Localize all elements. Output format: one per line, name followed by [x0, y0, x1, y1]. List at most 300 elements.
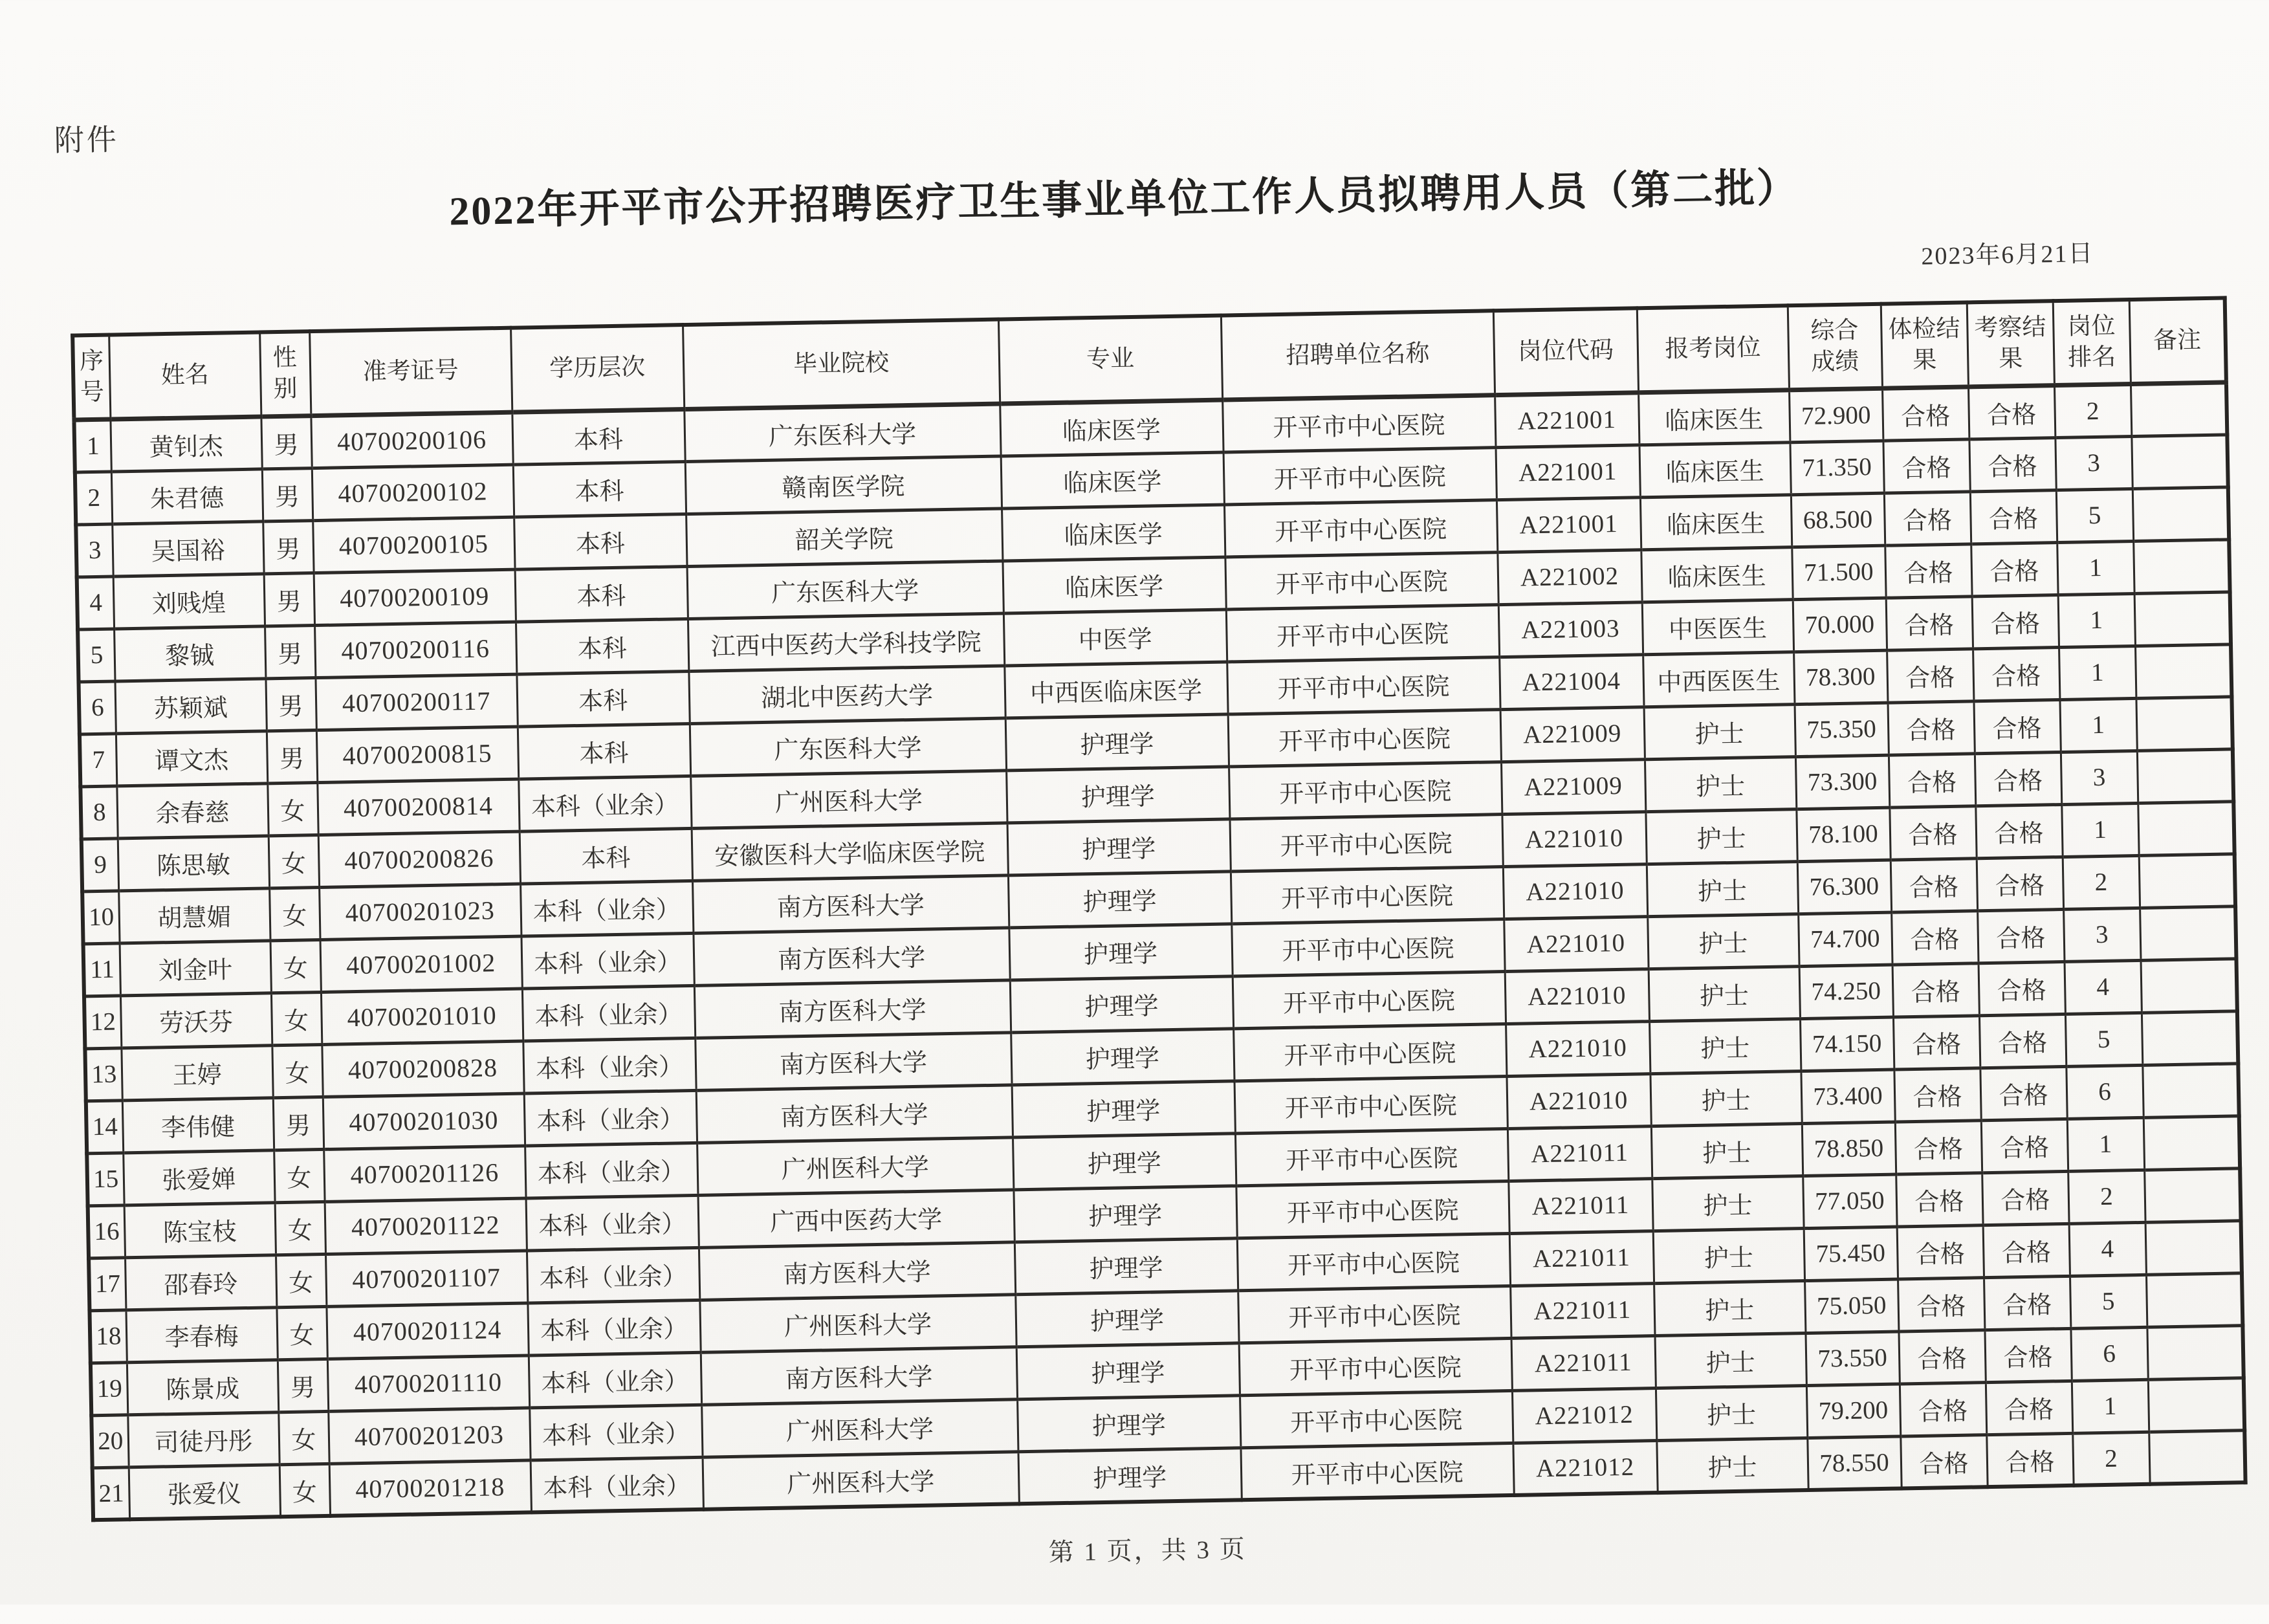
- table-cell: 13: [85, 1048, 122, 1101]
- table-cell: 71.350: [1790, 441, 1883, 495]
- table-cell: 护士: [1654, 1280, 1805, 1335]
- table-cell: 5: [2065, 1013, 2142, 1066]
- table-cell: 合格: [1972, 595, 2059, 648]
- table-cell: 40700201110: [327, 1355, 529, 1410]
- table-cell: 本科（业余）: [525, 1143, 697, 1198]
- table-cell: 本科（业余）: [518, 776, 691, 831]
- table-cell: 合格: [1892, 963, 1979, 1016]
- table-cell: 女: [269, 835, 319, 888]
- table-cell: 2: [2054, 384, 2131, 437]
- table-cell: 合格: [1883, 439, 1969, 492]
- table-cell: 张爱仪: [129, 1464, 280, 1519]
- table-cell: 合格: [1891, 858, 1977, 912]
- table-cell: 合格: [1893, 1015, 1980, 1069]
- header-cell: 招聘单位名称: [1221, 311, 1495, 399]
- table-cell: 开平市中心医院: [1231, 919, 1504, 976]
- table-cell: 女: [272, 1044, 322, 1097]
- table-cell: 74.700: [1798, 912, 1892, 967]
- table-cell: 合格: [1975, 752, 2061, 806]
- table-cell: 本科: [520, 828, 692, 884]
- table-cell: A221004: [1499, 654, 1643, 709]
- table-cell: 吴国裕: [112, 521, 263, 576]
- table-cell: 广州医科大学: [697, 1137, 1013, 1195]
- table-cell: 75.450: [1804, 1227, 1898, 1281]
- table-cell: 广东医科大学: [690, 718, 1006, 776]
- table-cell: 男: [265, 677, 316, 730]
- table-cell: 合格: [1973, 699, 2060, 753]
- table-cell: 78.850: [1802, 1122, 1896, 1176]
- table-cell: 40700200826: [318, 831, 520, 887]
- table-cell: 南方医科大学: [696, 1084, 1013, 1143]
- table-cell: A221001: [1495, 392, 1639, 447]
- table-cell: 68.500: [1791, 493, 1885, 547]
- table-cell: 南方医科大学: [692, 875, 1009, 933]
- table-cell: 本科（业余）: [521, 933, 694, 989]
- table-cell: [2131, 382, 2227, 436]
- table-cell: 劳沃芬: [120, 993, 272, 1048]
- table-cell: [2142, 1063, 2239, 1117]
- table-cell: A221009: [1500, 707, 1645, 762]
- table-cell: 朱君德: [111, 468, 263, 523]
- table-cell: 江西中医药大学科技学院: [688, 613, 1004, 671]
- table-cell: 本科（业余）: [523, 1038, 696, 1093]
- header-cell: 岗位代码: [1493, 308, 1638, 395]
- table-cell: 本科（业余）: [522, 985, 695, 1041]
- table-cell: 广州医科大学: [699, 1294, 1016, 1352]
- table-cell: 40700200102: [312, 465, 514, 520]
- table-cell: 78.100: [1796, 807, 1890, 862]
- table-cell: 护理学: [1010, 976, 1233, 1032]
- table-cell: 合格: [1977, 857, 2063, 910]
- table-cell: [2138, 801, 2234, 855]
- table-cell: 6: [78, 681, 115, 734]
- table-cell: 76.300: [1797, 860, 1891, 914]
- table-cell: 3: [2063, 908, 2140, 961]
- header-cell: 综合 成绩: [1788, 304, 1882, 390]
- table-cell: [2136, 696, 2232, 751]
- table-cell: 女: [267, 782, 318, 835]
- table-cell: 女: [275, 1202, 325, 1255]
- table-cell: 临床医生: [1638, 390, 1790, 444]
- table-cell: 2: [2068, 1170, 2145, 1223]
- table-cell: 合格: [1894, 1068, 1980, 1121]
- table-cell: 开平市中心医院: [1224, 499, 1497, 556]
- table-cell: 陈宝枝: [124, 1202, 276, 1257]
- table-cell: 40700200815: [316, 727, 518, 782]
- table-cell: 护士: [1651, 1123, 1803, 1178]
- table-cell: 本科: [516, 671, 689, 727]
- table-cell: 开平市中心医院: [1233, 1024, 1506, 1081]
- table-cell: 护理学: [1006, 766, 1229, 822]
- table-cell: 合格: [1981, 1119, 2068, 1172]
- header-cell: 学历层次: [510, 325, 684, 412]
- table-cell: A221012: [1513, 1440, 1657, 1495]
- table-cell: 女: [278, 1411, 329, 1464]
- table-cell: 护士: [1652, 1176, 1803, 1231]
- table-cell: 护士: [1656, 1385, 1807, 1440]
- table-cell: 护士: [1656, 1438, 1808, 1493]
- table-cell: 本科（业余）: [527, 1300, 700, 1355]
- table-cell: 73.550: [1805, 1332, 1899, 1386]
- table-cell: [2135, 644, 2231, 698]
- table-cell: 护理学: [1008, 871, 1231, 927]
- table-cell: [2147, 1325, 2243, 1379]
- table-cell: 合格: [1979, 1014, 2066, 1068]
- table-cell: 本科（业余）: [526, 1195, 699, 1251]
- header-cell: 性 别: [259, 331, 311, 416]
- table-cell: 护理学: [1014, 1238, 1238, 1294]
- table-cell: 护士: [1647, 914, 1799, 969]
- table-cell: 护理学: [1012, 1081, 1235, 1137]
- table-cell: [2132, 487, 2229, 541]
- table-cell: 开平市中心医院: [1231, 866, 1504, 923]
- table-cell: 开平市中心医院: [1228, 709, 1501, 766]
- table-cell: 2: [2063, 855, 2140, 909]
- table-cell: 男: [262, 468, 312, 521]
- table-cell: 护理学: [1013, 1185, 1236, 1242]
- table-cell: [2134, 591, 2231, 646]
- table-cell: 中医学: [1003, 609, 1227, 665]
- table-cell: 11: [83, 943, 120, 996]
- table-cell: 合格: [1980, 1066, 2066, 1120]
- table-cell: 合格: [1896, 1172, 1982, 1226]
- table-cell: 男: [265, 625, 315, 678]
- table-cell: A221011: [1511, 1335, 1656, 1390]
- table-cell: 40700201030: [323, 1093, 525, 1149]
- table-cell: 安徽医科大学临床医学院: [692, 822, 1008, 881]
- table-cell: 本科: [518, 723, 690, 779]
- table-cell: 开平市中心医院: [1236, 1181, 1509, 1238]
- table-cell: 79.200: [1806, 1384, 1900, 1438]
- table-cell: 陈景成: [127, 1359, 278, 1414]
- table-cell: [2148, 1377, 2244, 1432]
- table-cell: 中西医医生: [1643, 652, 1794, 707]
- table-cell: 中医医生: [1642, 599, 1793, 654]
- table-cell: 护士: [1649, 966, 1800, 1021]
- table-cell: 74.150: [1800, 1017, 1894, 1071]
- table-cell: 本科: [515, 566, 688, 622]
- table-cell: 40700201126: [323, 1146, 525, 1202]
- table-cell: [2140, 906, 2236, 960]
- table-cell: 广州医科大学: [701, 1399, 1018, 1457]
- table-cell: 开平市中心医院: [1229, 814, 1502, 871]
- table-cell: [2142, 1011, 2238, 1065]
- table-cell: 临床医学: [1000, 400, 1223, 456]
- table-cell: [2140, 958, 2237, 1013]
- table-cell: 合格: [1898, 1330, 1985, 1383]
- table-cell: 本科（业余）: [520, 881, 693, 936]
- table-cell: A221010: [1503, 864, 1647, 919]
- table-cell: 74.250: [1799, 965, 1893, 1019]
- table-cell: 78.300: [1793, 650, 1887, 705]
- table-cell: 女: [276, 1254, 326, 1307]
- table-cell: 女: [276, 1306, 327, 1359]
- table-cell: 广东医科大学: [684, 404, 1000, 462]
- table-cell: 谭文杰: [116, 730, 267, 785]
- table-cell: 40700200828: [322, 1041, 523, 1097]
- table-cell: 合格: [1977, 909, 2064, 963]
- table-cell: 男: [267, 730, 317, 783]
- table-cell: 合格: [1975, 804, 2062, 858]
- table-cell: [2137, 749, 2233, 803]
- table-cell: 合格: [1970, 490, 2057, 543]
- table-cell: 护理学: [1011, 1028, 1234, 1084]
- table-cell: 女: [271, 992, 322, 1045]
- table-cell: 本科（业余）: [531, 1457, 703, 1513]
- header-cell: 准考证号: [309, 328, 512, 415]
- table-cell: 护理学: [1007, 818, 1231, 875]
- table-cell: 40700201122: [325, 1198, 527, 1254]
- table-cell: 邵春玲: [125, 1255, 276, 1310]
- table-cell: 广州医科大学: [690, 770, 1007, 828]
- table-cell: [2146, 1273, 2242, 1327]
- table-cell: 40700201218: [329, 1460, 531, 1515]
- header-cell: 岗位 排名: [2053, 300, 2131, 385]
- table-cell: 40700201203: [328, 1407, 530, 1463]
- table-cell: 12: [84, 995, 121, 1048]
- table-cell: 19: [91, 1362, 127, 1415]
- table-cell: 40700200117: [315, 674, 517, 730]
- table-cell: 韶关学院: [686, 509, 1002, 567]
- table-cell: 73.300: [1795, 755, 1889, 809]
- table-cell: 临床医学: [1002, 557, 1225, 613]
- table-cell: 护理学: [1015, 1290, 1238, 1346]
- table-cell: A221011: [1510, 1283, 1654, 1338]
- table-cell: [2149, 1430, 2245, 1484]
- table-cell: 5: [2070, 1275, 2147, 1328]
- table-cell: 合格: [1887, 648, 1973, 702]
- table-cell: 开平市中心医院: [1222, 395, 1495, 452]
- table-cell: 合格: [1900, 1382, 1986, 1436]
- table-cell: 合格: [1889, 753, 1975, 807]
- table-cell: 赣南医学院: [685, 456, 1002, 514]
- table-cell: 1: [2057, 541, 2134, 595]
- table-cell: 开平市中心医院: [1226, 604, 1499, 661]
- table-cell: 40700201023: [319, 884, 521, 939]
- table-cell: 临床医生: [1641, 547, 1792, 602]
- table-cell: 4: [2069, 1222, 2146, 1276]
- table-cell: 6: [2070, 1327, 2147, 1381]
- table-cell: 1: [2061, 803, 2138, 857]
- table-cell: [2145, 1220, 2242, 1275]
- table-cell: 开平市中心医院: [1233, 971, 1506, 1028]
- table-cell: 护理学: [1005, 714, 1229, 770]
- table-cell: 张爱婵: [123, 1150, 274, 1205]
- table-cell: 护士: [1650, 1071, 1801, 1126]
- table-cell: 1: [2058, 593, 2135, 647]
- table-cell: 合格: [1889, 806, 1976, 859]
- table-cell: 中西医临床医学: [1004, 661, 1227, 718]
- table-cell: 苏颖斌: [115, 678, 266, 733]
- attachment-label: 附件: [54, 123, 120, 157]
- table-cell: 合格: [1885, 543, 1971, 597]
- table-cell: 临床医生: [1639, 442, 1790, 497]
- table-cell: 40700201124: [326, 1302, 528, 1358]
- table-cell: 40700200109: [314, 569, 516, 625]
- table-cell: 临床医生: [1640, 494, 1792, 549]
- table-cell: 合格: [1886, 596, 1973, 650]
- table-cell: 2: [75, 472, 112, 525]
- table-cell: 3: [76, 524, 113, 577]
- table-cell: 合格: [1969, 437, 2055, 491]
- header-cell: 体检结 果: [1881, 302, 1968, 388]
- table-cell: 南方医科大学: [699, 1242, 1015, 1300]
- table-cell: 护理学: [1018, 1447, 1241, 1504]
- table-cell: 男: [278, 1359, 328, 1412]
- table-cell: 17: [89, 1257, 126, 1310]
- table-cell: 40700200106: [311, 412, 512, 468]
- table-cell: 1: [74, 419, 111, 472]
- table-cell: 李春梅: [126, 1307, 277, 1362]
- table-cell: 合格: [1882, 386, 1969, 440]
- table-cell: 3: [2061, 751, 2138, 804]
- table-cell: 广东医科大学: [687, 561, 1003, 619]
- table-cell: 湖北中医药大学: [688, 665, 1005, 723]
- table-cell: 开平市中心医院: [1234, 1076, 1507, 1133]
- table-cell: 合格: [1984, 1328, 2071, 1382]
- table-cell: A221010: [1504, 916, 1648, 971]
- table-cell: 2: [2072, 1432, 2149, 1486]
- table-cell: 1: [2059, 646, 2136, 699]
- table-cell: 4: [2065, 960, 2142, 1014]
- table-cell: [2131, 434, 2228, 488]
- table-cell: 开平市中心医院: [1223, 447, 1496, 504]
- table-cell: 开平市中心医院: [1235, 1128, 1508, 1185]
- table-cell: 护士: [1645, 809, 1797, 864]
- table-cell: 胡慧媚: [118, 888, 270, 943]
- table-cell: 40700200105: [312, 517, 514, 573]
- table-cell: 合格: [1973, 647, 2059, 701]
- table-cell: 合格: [1968, 385, 2055, 439]
- table-cell: 男: [273, 1097, 323, 1150]
- table-cell: 临床医学: [1001, 452, 1224, 509]
- table-cell: 合格: [1898, 1277, 1984, 1331]
- table-cell: 南方医科大学: [694, 980, 1011, 1038]
- table-cell: 开平市中心医院: [1239, 1338, 1512, 1395]
- table-cell: 广州医科大学: [703, 1451, 1019, 1509]
- table-cell: 合格: [1900, 1434, 1987, 1488]
- table-cell: 合格: [1891, 910, 1978, 964]
- table-cell: 合格: [1895, 1120, 1982, 1174]
- table-cell: 合格: [1983, 1223, 2070, 1277]
- table-cell: 合格: [1979, 961, 2065, 1015]
- table-cell: 40700201010: [321, 989, 523, 1044]
- table-cell: 77.050: [1803, 1174, 1896, 1229]
- table-cell: 护士: [1655, 1333, 1806, 1388]
- table-cell: 72.900: [1789, 388, 1883, 443]
- table-cell: 开平市中心医院: [1229, 762, 1502, 818]
- table-cell: A221002: [1497, 549, 1641, 604]
- table-cell: 70.000: [1793, 598, 1887, 652]
- table-cell: 本科: [513, 461, 686, 517]
- table-cell: 开平市中心医院: [1227, 657, 1500, 714]
- table-cell: 余春慈: [116, 783, 268, 838]
- table-cell: [2143, 1115, 2240, 1170]
- header-cell: 姓名: [109, 332, 261, 419]
- table-cell: 开平市中心医院: [1225, 552, 1498, 609]
- table-cell: 女: [280, 1464, 330, 1517]
- table-cell: 20: [91, 1414, 128, 1467]
- table-cell: 16: [88, 1205, 125, 1258]
- table-cell: 本科（业余）: [524, 1090, 697, 1146]
- table-cell: A221001: [1496, 497, 1641, 552]
- table-cell: 合格: [1986, 1433, 2073, 1487]
- table-cell: 78.550: [1807, 1436, 1901, 1490]
- table-cell: 本科: [514, 514, 686, 569]
- table-cell: 女: [270, 939, 321, 993]
- header-cell: 毕业院校: [683, 320, 1000, 409]
- table-cell: 护理学: [1017, 1395, 1240, 1451]
- table-cell: 护理学: [1013, 1133, 1236, 1189]
- table-cell: 男: [264, 573, 314, 626]
- header-cell: 报考岗位: [1637, 305, 1789, 392]
- table-cell: 临床医学: [1002, 505, 1225, 561]
- table-cell: 75.350: [1795, 703, 1889, 757]
- table-cell: 1: [2059, 698, 2136, 752]
- table-cell: A221010: [1502, 811, 1646, 866]
- table-cell: 75.050: [1804, 1279, 1898, 1333]
- table-cell: 71.500: [1792, 545, 1885, 600]
- table-cell: 1: [2067, 1117, 2144, 1171]
- table-cell: 合格: [1986, 1381, 2072, 1434]
- table-cell: 21: [93, 1467, 129, 1520]
- table-cell: A221011: [1509, 1231, 1654, 1286]
- table-cell: 开平市中心医院: [1240, 1390, 1513, 1447]
- table-cell: 护理学: [1016, 1343, 1240, 1399]
- header-cell: 序 号: [72, 335, 110, 420]
- table-cell: 陈思敏: [118, 835, 269, 890]
- table-cell: 本科（业余）: [527, 1247, 699, 1303]
- table-cell: A221012: [1512, 1388, 1656, 1443]
- table-cell: 护士: [1647, 861, 1798, 916]
- table-cell: 本科: [516, 619, 688, 674]
- table-cell: 刘金叶: [120, 940, 271, 995]
- table-cell: 3: [2055, 436, 2132, 490]
- table-cell: 4: [77, 576, 114, 630]
- document-date: 2023年6月21日: [1921, 239, 2094, 270]
- table-cell: 黎铖: [114, 626, 265, 681]
- table-cell: A221011: [1508, 1178, 1652, 1233]
- table-cell: 14: [86, 1100, 123, 1153]
- table-cell: 护士: [1644, 704, 1795, 759]
- table-cell: 刘贱煌: [113, 573, 265, 628]
- recruitment-table: [71, 296, 2248, 1522]
- table-cell: A221001: [1496, 444, 1640, 499]
- header-cell: 备注: [2129, 298, 2226, 384]
- table-cell: 南方医科大学: [695, 1032, 1011, 1090]
- table-cell: 女: [274, 1149, 324, 1202]
- table-cell: 南方医科大学: [693, 927, 1009, 985]
- table-cell: 女: [269, 887, 320, 940]
- table-cell: 开平市中心医院: [1240, 1443, 1513, 1500]
- table-cell: 本科（业余）: [529, 1352, 701, 1408]
- table-cell: 合格: [1982, 1171, 2068, 1225]
- table-cell: 40700201002: [320, 936, 522, 992]
- table-cell: 40700200116: [314, 622, 516, 677]
- table-cell: 护士: [1649, 1018, 1801, 1073]
- table-cell: A221010: [1506, 1073, 1650, 1128]
- table-cell: 开平市中心医院: [1237, 1233, 1510, 1290]
- table-cell: 1: [2072, 1379, 2149, 1433]
- table-cell: A221011: [1507, 1126, 1652, 1181]
- table-cell: 8: [80, 785, 117, 839]
- table-cell: 王婷: [121, 1045, 272, 1100]
- table-cell: 李伟健: [122, 1097, 274, 1152]
- table-cell: 40700200814: [317, 779, 519, 835]
- table-cell: 18: [89, 1310, 126, 1363]
- table-cell: 合格: [1887, 701, 1974, 754]
- table-cell: 10: [82, 890, 119, 943]
